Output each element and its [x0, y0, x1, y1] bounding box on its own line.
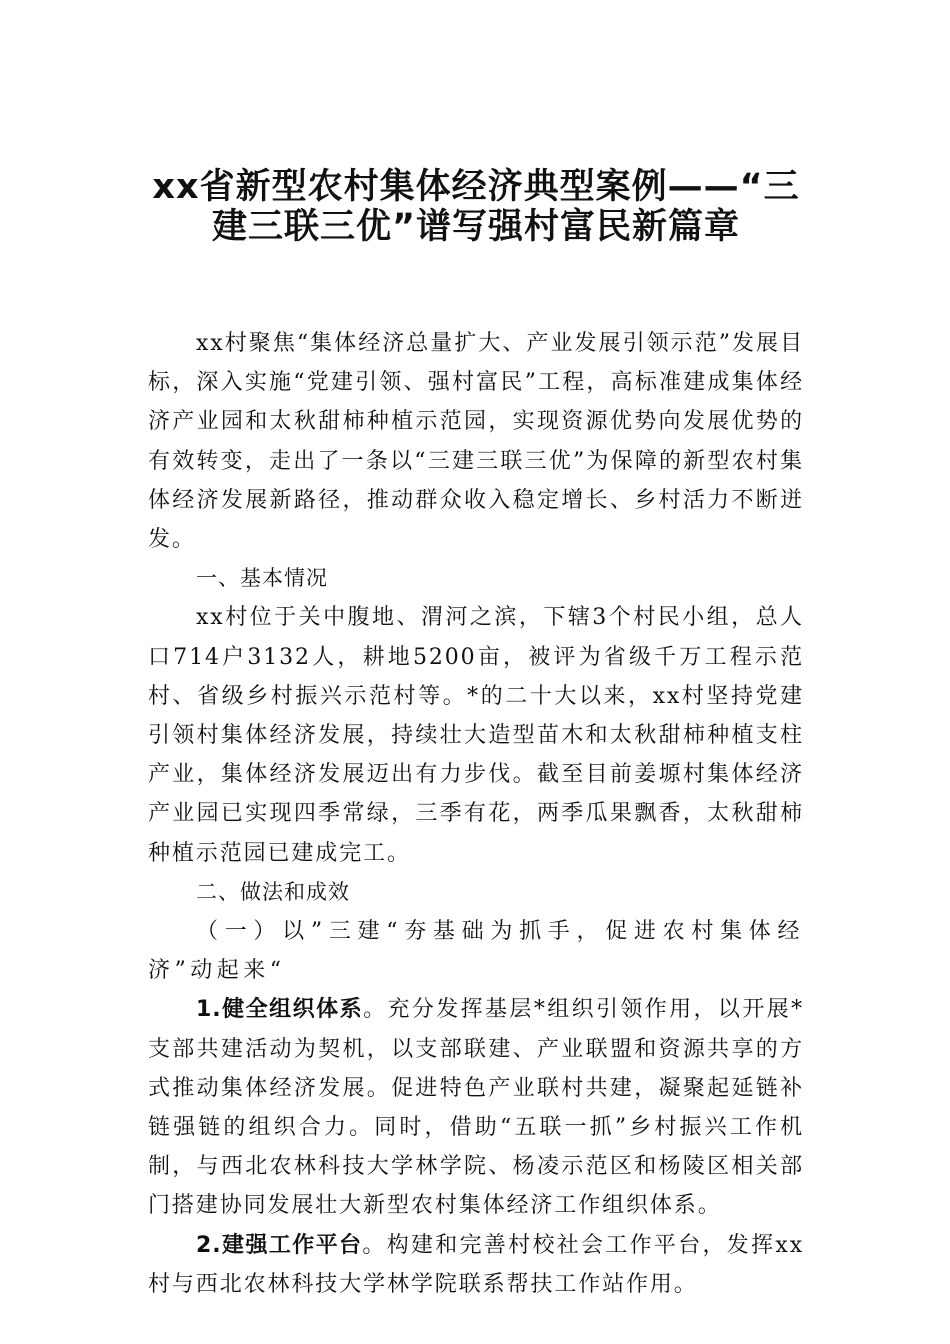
- basic-situation-paragraph: xx村位于关中腹地、渭河之滨，下辖3个村民小组，总人口714户3132人，耕地5200亩，被评为省级千万工程示范村、省级乡村振兴示范村等。*的二十大以来，xx村坚持党建引领村集体经济发展，持续壮大造型苗木和太秋甜柿种植支柱产业，集体经济发展迈出有力步伐。截至目前姜塬村集体经济产业园已实现四季常绿，三季有花，两季瓜果飘香，太秋甜柿种植示范园已建成完工。: [148, 605, 804, 866]
- item-lead-platform: 2.建强工作平台: [196, 1232, 363, 1258]
- item-text-organization: 。充分发挥基层*组织引领作用，以开展*支部共建活动为契机，以支部联建、产业联盟和资源共享的方式推动集体经济发展。促进特色产业联村共建，凝聚起延链补链强链的组织合力。同时，借助“五联一抓”乡村振兴工作机制，与西北农林科技大学林学院、杨凌示范区和杨陵区相关部门搭建协同发展壮大新型农村集体经济工作组织体系。: [148, 997, 804, 1219]
- intro-paragraph: xx村聚焦“集体经济总量扩大、产业发展引领示范”发展目标，深入实施“党建引领、强村富民”工程，高标准建成集体经济产业园和太秋甜柿种植示范园，实现资源优势向发展优势的有效转变，走出了一条以“三建三联三优”为保障的新型农村集体经济发展新路径，推动群众收入稳定增长、乡村活力不断迸发。: [148, 331, 804, 553]
- document-body: [148, 324, 804, 1304]
- item-lead-organization: 1.健全组织体系: [196, 997, 364, 1023]
- item-paragraph-platform: [148, 1226, 804, 1304]
- item-paragraph-organization: [148, 990, 804, 1225]
- subsection-heading-three-builds: （一）以”三建“夯基础为抓手，促进农村集体经济”动起来“: [148, 919, 804, 984]
- section-heading-practices: 二、做法和成效: [196, 879, 350, 904]
- document-title-line-1: xx省新型农村集体经济典型案例——“三: [152, 167, 800, 207]
- document-title-line-2: 建三联三优”谱写强村富民新篇章: [211, 207, 740, 247]
- section-heading-basic-situation: 一、基本情况: [196, 566, 328, 591]
- item-text-platform: 。构建和完善村校社会工作平台，发挥xx村与西北农林科技大学林学院联系帮扶工作站作用。: [148, 1232, 805, 1297]
